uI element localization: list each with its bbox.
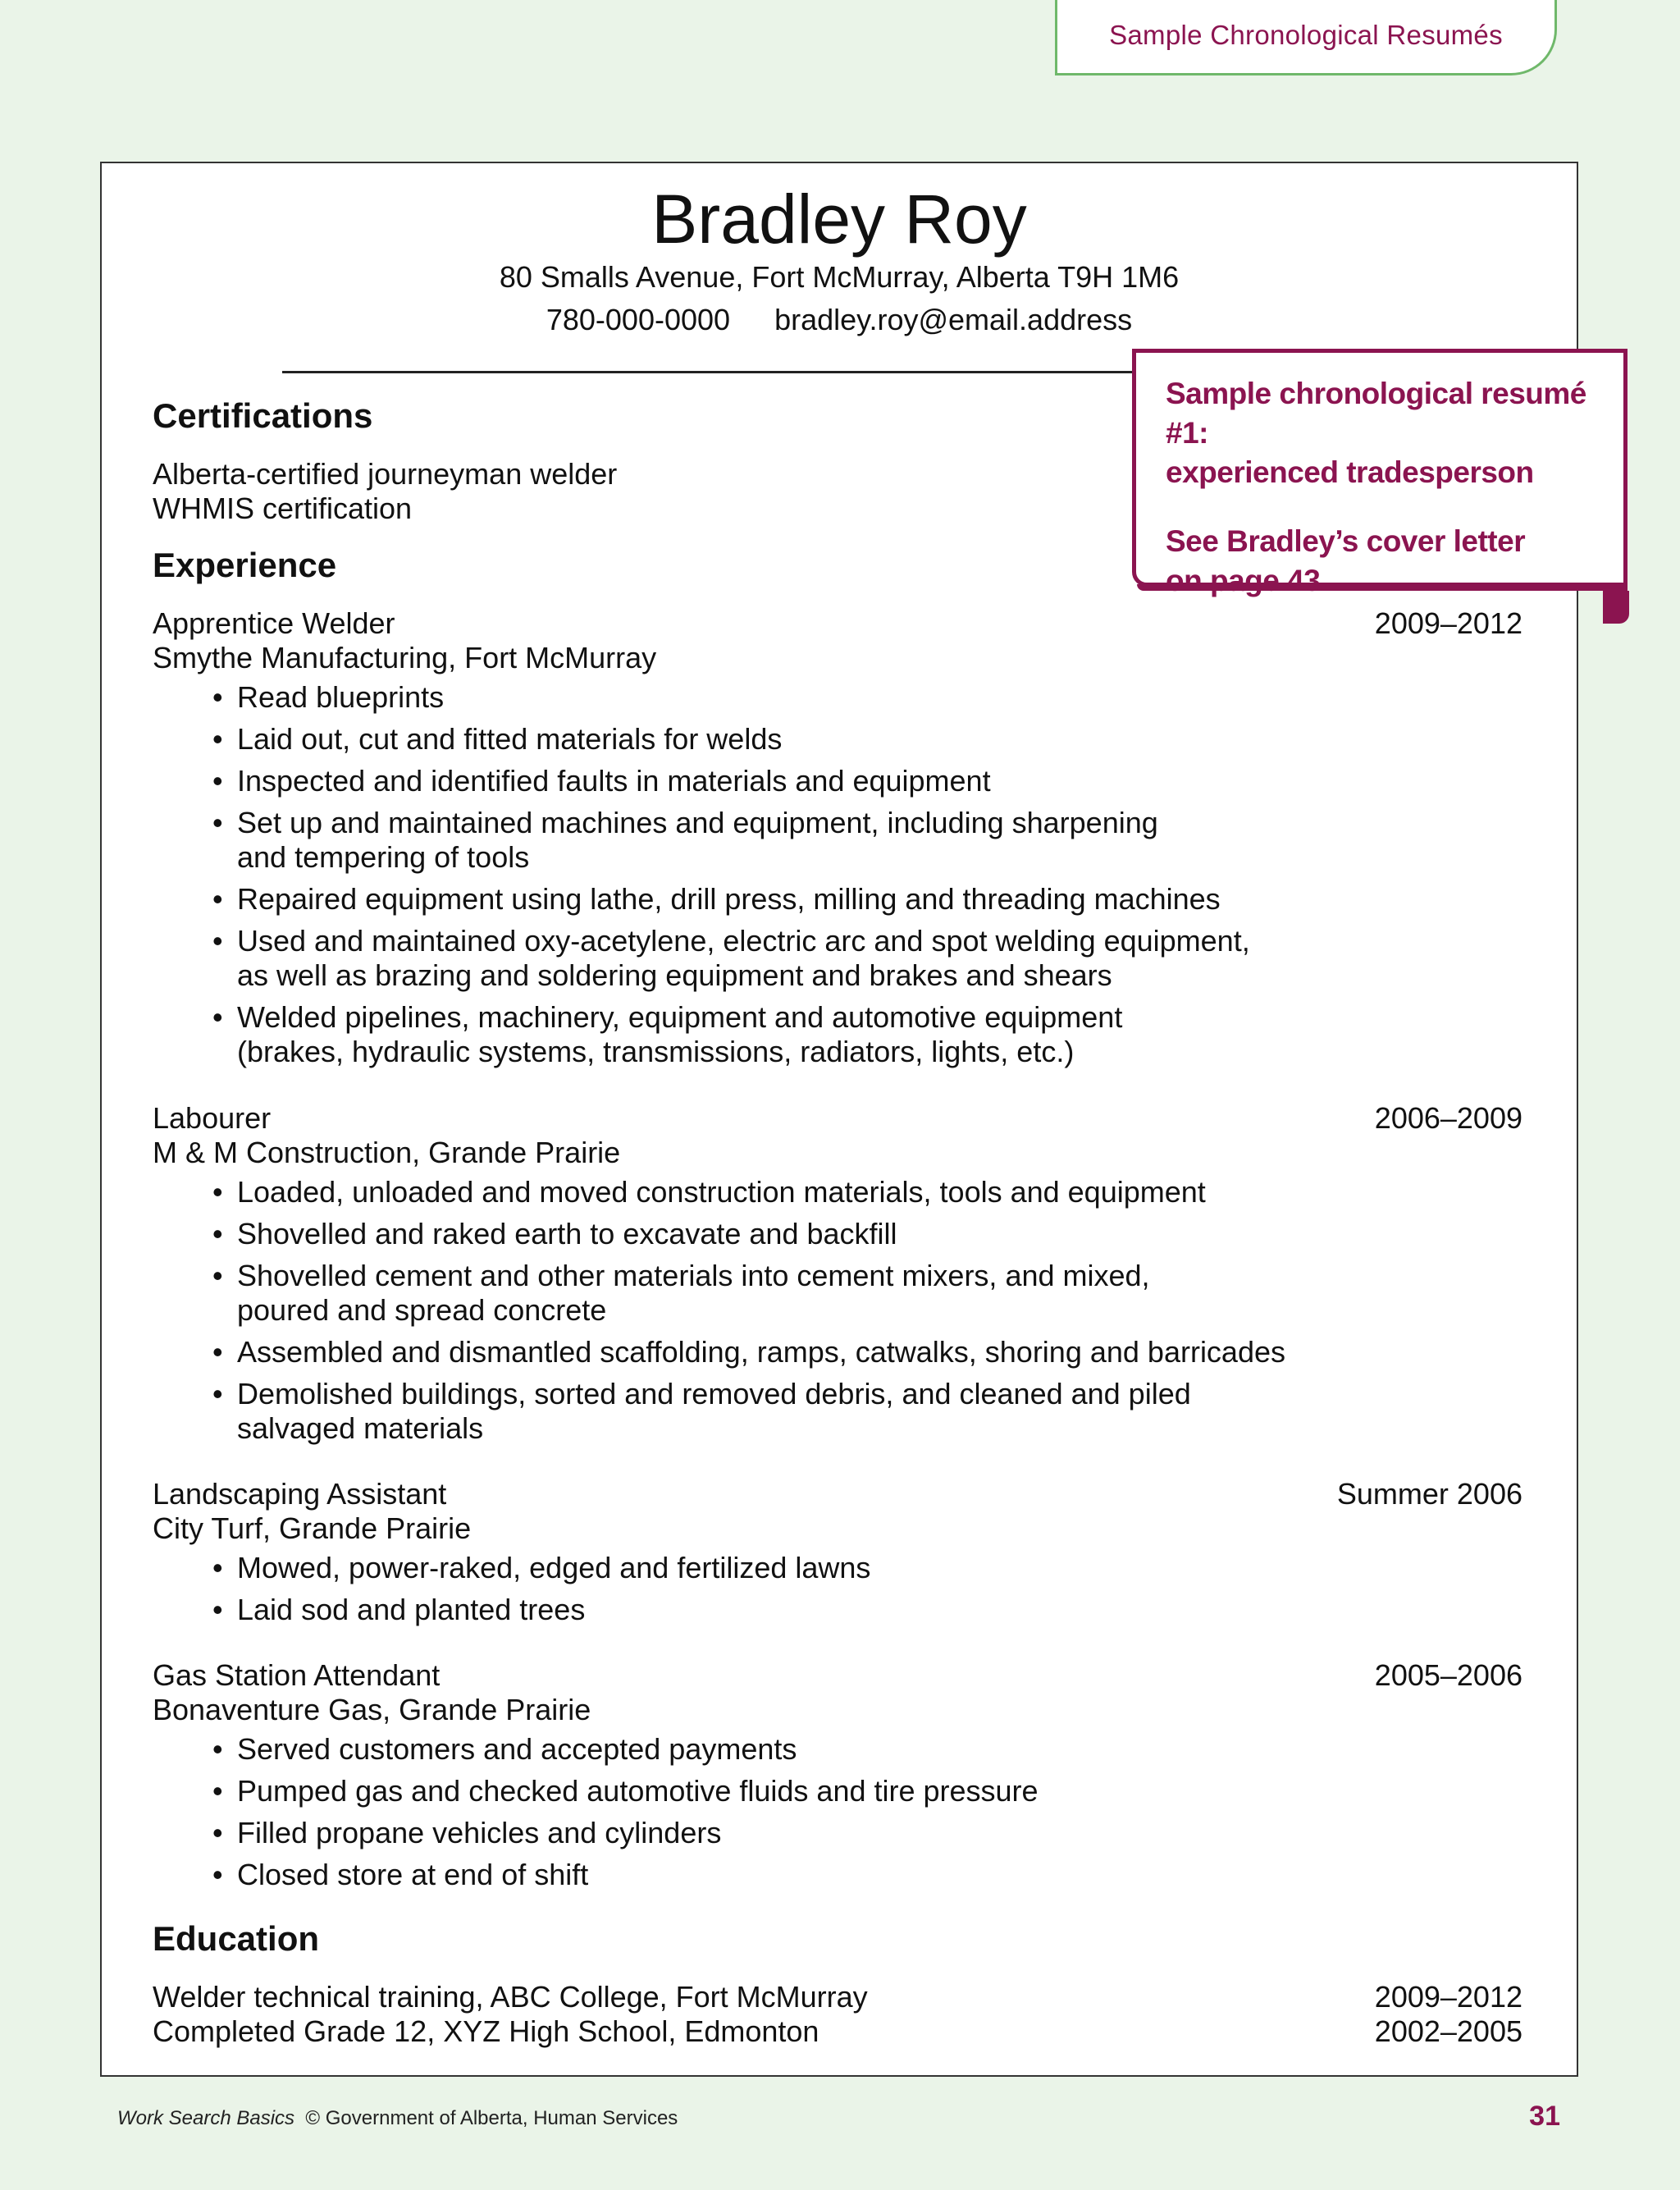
certification-item: Alberta-certified journeyman welder [153, 457, 618, 491]
job-title: Landscaping Assistant [153, 1477, 447, 1511]
experience-heading: Experience [153, 546, 337, 584]
job-dates: 2006–2009 [1374, 1101, 1522, 1135]
resume-name: Bradley Roy [651, 181, 1027, 258]
education-dates: 2009–2012 [1374, 1980, 1522, 2014]
callout-title: Sample chronological resumé #1: experienced tradesperson [1166, 377, 1586, 489]
certifications-heading: Certifications [153, 396, 373, 435]
job-dates: 2005–2006 [1374, 1658, 1522, 1692]
job-bullet: • Shovelled cement and other materials into cement mixers, and mixed, poured and spread concrete [212, 1259, 1150, 1327]
resume-contact-line [102, 303, 1577, 337]
page-number: 31 [1529, 2101, 1560, 2132]
job-title: Labourer [153, 1101, 272, 1135]
education-dates: 2002–2005 [1374, 2014, 1522, 2048]
job-employer: City Turf, Grande Prairie [153, 1511, 472, 1545]
footer-credit [117, 2107, 678, 2130]
section-tab-label: Sample Chronological Resumés [1109, 19, 1503, 50]
resume-email: bradley.roy@email.address [774, 303, 1133, 336]
job-bullet: • Read blueprints [212, 680, 445, 714]
book-title: Work Search Basics [117, 2107, 295, 2129]
resume-address: 80 Smalls Avenue, Fort McMurray, Alberta T9H 1M6 [499, 260, 1180, 294]
job-bullet: • Set up and maintained machines and equipment, including sharpening and tempering of tools [212, 806, 1158, 874]
job-bullet: • Served customers and accepted payments [212, 1732, 797, 1766]
job-title: Apprentice Welder [153, 606, 395, 640]
job-bullet: • Demolished buildings, sorted and removed debris, and cleaned and piled salvaged materials [212, 1377, 1191, 1445]
job-bullet: • Used and maintained oxy-acetylene, electric arc and spot welding equipment, as well as brazing and soldering equipment and brakes and shears [212, 924, 1250, 992]
job-bullet: • Closed store at end of shift [212, 1858, 589, 1891]
job-bullet: • Inspected and identified faults in materials and equipment [212, 764, 991, 798]
job-bullet: • Repaired equipment using lathe, drill press, milling and threading machines [212, 882, 1221, 916]
job-bullet: • Filled propane vehicles and cylinders [212, 1816, 722, 1849]
job-employer: M & M Construction, Grande Prairie [153, 1136, 621, 1169]
education-item: Welder technical training, ABC College, Fort McMurray [153, 1980, 868, 2014]
certification-item: WHMIS certification [153, 491, 413, 525]
job-employer: Bonaventure Gas, Grande Prairie [153, 1693, 591, 1726]
job-bullet: • Laid sod and planted trees [212, 1593, 586, 1626]
job-bullet: • Pumped gas and checked automotive fluids and tire pressure [212, 1774, 1039, 1808]
callout-fold [1603, 591, 1629, 624]
education-heading: Education [153, 1919, 320, 1958]
copyright: © Government of Alberta, Human Services [305, 2107, 678, 2129]
job-bullet: • Loaded, unloaded and moved construction materials, tools and equipment [212, 1175, 1206, 1209]
job-bullet: • Mowed, power-raked, edged and fertilized lawns [212, 1551, 871, 1584]
job-title: Gas Station Attendant [153, 1658, 441, 1692]
job-bullet: • Shovelled and raked earth to excavate and backfill [212, 1217, 897, 1250]
job-bullet: • Welded pipelines, machinery, equipment and automotive equipment (brakes, hydraulic systems, transmissions, radiators, lights, etc.) [212, 1000, 1123, 1068]
job-bullet: • Laid out, cut and fitted materials for welds [212, 722, 783, 756]
job-employer: Smythe Manufacturing, Fort McMurray [153, 641, 657, 674]
job-bullet: • Assembled and dismantled scaffolding, ramps, catwalks, shoring and barricades [212, 1335, 1285, 1369]
job-dates: Summer 2006 [1336, 1477, 1522, 1511]
job-dates: 2009–2012 [1374, 606, 1522, 640]
section-tab [1055, 0, 1557, 75]
resume-phone: 780-000-0000 [546, 303, 731, 336]
callout-note: See Bradley’s cover letter on page 43. [1166, 524, 1526, 597]
education-item: Completed Grade 12, XYZ High School, Edmonton [153, 2014, 819, 2048]
sample-callout-box [1132, 349, 1628, 597]
header-divider [282, 371, 1267, 373]
